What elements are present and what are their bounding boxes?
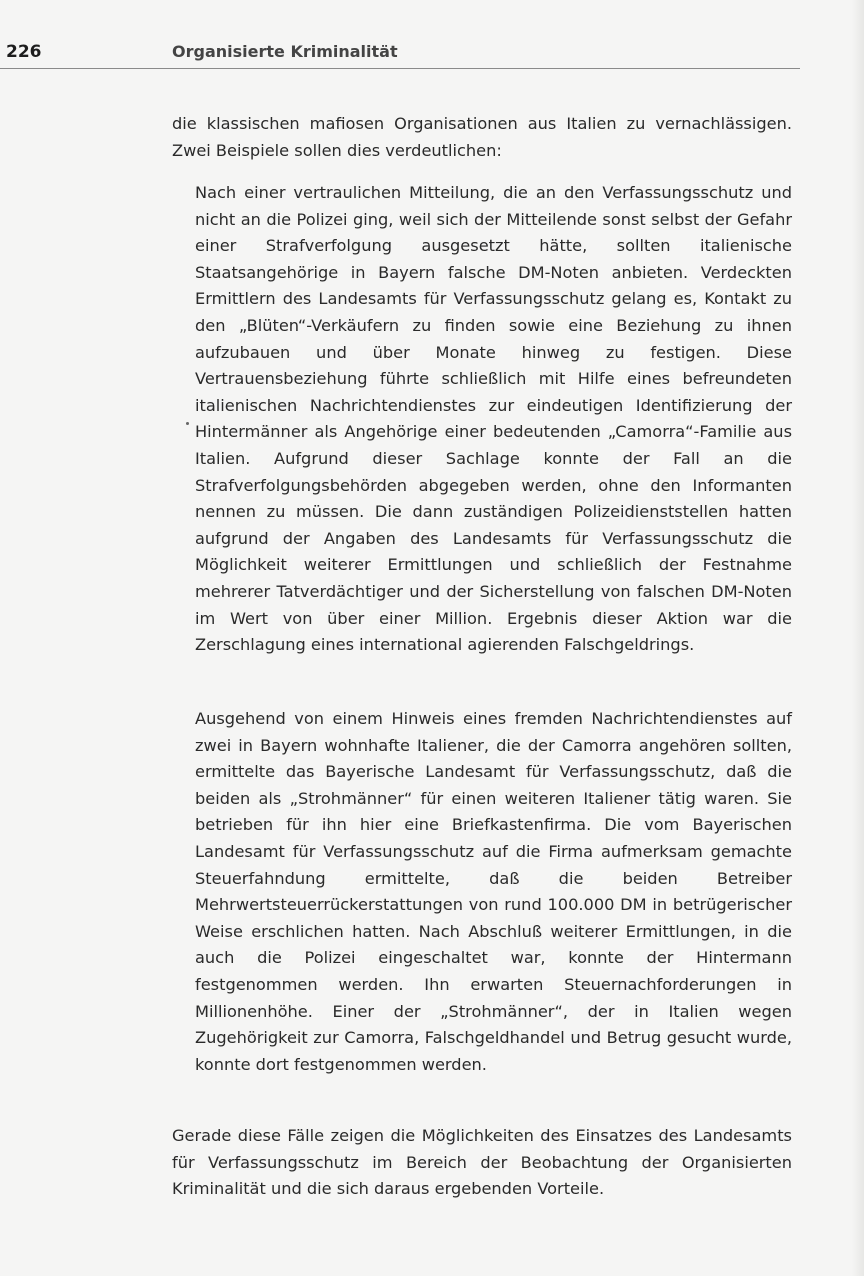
header-rule: [0, 68, 800, 69]
page-edge-shadow: [852, 0, 864, 1276]
stray-ink-mark: [186, 422, 189, 425]
running-header: [0, 40, 800, 74]
example-2-paragraph: Ausgehend von einem Hinweis eines fremden Nachrichtendienstes auf zwei in Bayern wohnhafte Italiener, die der Camorra angehören sollten, ermittelte das Bayerische Landesamt für Verfassungsschutz, daß die beiden als „Strohmänner“ für einen weiteren Italiener tätig waren. Sie betrieben für ihn hier eine Briefkastenfirma. Die vom Bayerischen Landesamt für Verfassungsschutz auf die Firma aufmerksam gemachte Steuerfahndung ermittelte, daß die beiden Betreiber Mehrwertsteuerrückerstattungen von rund 100.000 DM in betrügerischer Weise erschlichen hatten. Nach Abschluß weiterer Ermittlungen, in die auch die Polizei eingeschaltet war, konnte der Hintermann festgenommen werden. Ihn erwarten Steuernachforderungen in Millionenhöhe. Einer der „Strohmänner“, der in Italien wegen Zugehörigkeit zur Camorra, Falschgeldhandel und Betrug gesucht wurde, konnte dort festgenommen werden.: [195, 709, 792, 1074]
example-1-paragraph: Nach einer vertraulichen Mitteilung, die an den Verfassungsschutz und nicht an die Polizei ging, weil sich der Mitteilende sonst selbst der Gefahr einer Strafverfolgung ausgesetzt hätte, sollten italienische Staatsangehörige in Bayern falsche DM-Noten anbieten. Verdeckten Ermittlern des Landesamts für Verfassungsschutz gelang es, Kontakt zu den „Blüten“-Verkäufern zu finden sowie eine Beziehung zu ihnen aufzubauen und über Monate hinweg zu festigen. Diese Vertrauensbeziehung führte schließlich mit Hilfe eines befreundeten italienischen Nachrichtendienstes zur eindeutigen Identifizierung der Hintermänner als Angehörige einer bedeutenden „Camorra“-Familie aus Italien. Aufgrund dieser Sachlage konnte der Fall an die Strafverfolgungsbehörden abgegeben werden, ohne den Informanten nennen zu müssen. Die dann zuständigen Polizeidienststellen hatten aufgrund der Angaben des Landesamts für Verfassungsschutz die Möglichkeit weiterer Ermittlungen und schließlich der Festnahme mehrerer Tatverdächtiger und der Sicherstellung von falschen DM-Noten im Wert von über einer Million. Ergebnis dieser Aktion war die Zerschlagung eines international agierenden Falschgeldrings.: [195, 183, 792, 655]
running-title: Organisierte Kriminalität: [172, 42, 398, 61]
closing-paragraph: Gerade diese Fälle zeigen die Möglichkeiten des Einsatzes des Landesamts für Verfassungsschutz im Bereich der Beobachtung der Organisierten Kriminalität und die sich daraus ergebenden Vorteile.: [172, 1126, 792, 1199]
intro-paragraph: die klassischen mafiosen Organisationen aus Italien zu vernachlässigen. Zwei Beispiele sollen dies verdeutlichen:: [172, 114, 792, 160]
page-number: 226: [6, 42, 42, 62]
